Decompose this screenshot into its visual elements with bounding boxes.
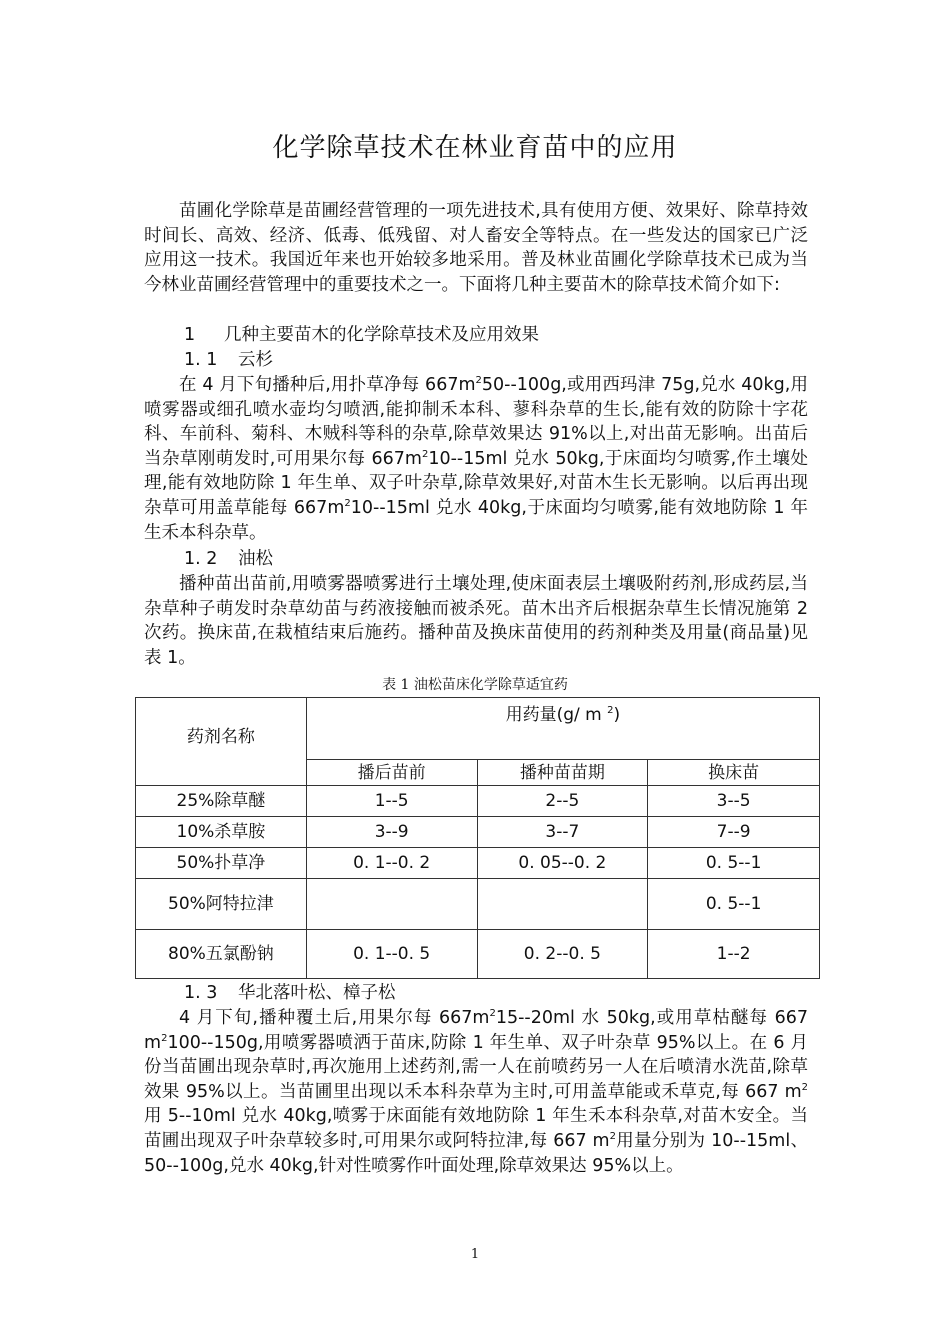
s13-text-a: 4 月下旬,播种覆土后,用果尔每 667m: [179, 1008, 490, 1028]
section-1-title: 几种主要苗木的化学除草技术及应用效果: [224, 325, 539, 345]
section-1-3-number: 1. 3: [184, 983, 218, 1003]
superscript-2: 2: [609, 1130, 616, 1142]
section-1-3-paragraph: [144, 1006, 808, 1178]
cell-name: 50%扑草净: [136, 848, 307, 879]
s11-text-b: 50--100g,或用西玛津 75g,兑水 40kg,用喷雾器或细孔喷水壶均匀喷洒,能抑制禾本科、蓼科杂草的生长,能有效的防除十字花科、车前科、菊科、木贼科等科的杂草,除草效果达 91%以上,对出苗无影响。出苗后当杂草刚萌发时,可用果尔每 667m: [144, 375, 809, 469]
section-1-1-paragraph: [144, 373, 808, 545]
page-number: 1: [470, 1247, 480, 1262]
cell-value: 0. 1--0. 2: [306, 848, 477, 879]
section-1-2-number: 1. 2: [184, 549, 218, 569]
cell-value: 2--5: [477, 786, 648, 817]
cell-value: 0. 05--0. 2: [477, 848, 648, 879]
section-1-number: 1: [184, 325, 196, 345]
intro-paragraph: [144, 199, 808, 297]
table-caption: 表 1 油松苗床化学除草适宜药: [382, 677, 568, 693]
col-header-dosage: [306, 698, 819, 760]
superscript-2: 2: [475, 375, 482, 386]
table-header-row: [136, 698, 820, 760]
cell-value: 0. 5--1: [648, 879, 820, 930]
section-1-3-title: 华北落叶松、樟子松: [238, 983, 396, 1003]
s13-text-e: 用量分别为 10--15ml、50--100g,兑水 40kg,针对性喷雾作叶面处理,除草效果达 95%以上。: [144, 1130, 808, 1176]
document-title: 化学除草技术在林业育苗中的应用: [272, 133, 678, 163]
table-row: [136, 786, 820, 817]
cell-value: 0. 1--0. 5: [306, 930, 477, 979]
cell-name: 25%除草醚: [136, 786, 307, 817]
dosage-label-close: ): [613, 705, 621, 725]
section-1-1-heading: [184, 348, 273, 373]
cell-value: [477, 879, 648, 930]
superscript-2: 2: [161, 1032, 168, 1044]
section-1-2-paragraph: [144, 572, 808, 670]
table-row: [136, 817, 820, 848]
s13-text-d: 用 5--10ml 兑水 40kg,喷雾于床面能有效地防除 1 年生禾本科杂草,对苗木安全。当苗圃出现双子叶杂草较多时,可用果尔或阿特拉津,每 667 m: [144, 1106, 808, 1151]
cell-value: 7--9: [648, 817, 820, 848]
table-row: [136, 848, 820, 879]
section-1-1-number: 1. 1: [184, 350, 218, 370]
s12-text: 播种苗出苗前,用喷雾器喷雾进行土壤处理,使床面表层土壤吸附药剂,形成药层,当杂草种子萌发时杂草幼苗与药液接触而被杀死。苗木出齐后根据杂草生长情况施第 2 次药。换床苗,在栽植结束后施药。播种苗及换床苗使用的药剂种类及用量(商品量)见表 1。: [144, 574, 808, 668]
section-1-heading: [184, 323, 539, 348]
cell-value: 0. 2--0. 5: [477, 930, 648, 979]
dosage-label: 用药量(g/ m: [505, 705, 608, 725]
s11-text-d: 10--15ml 兑水 40kg,于床面均匀喷雾,能有效地防除 1 年生禾本科杂草。: [144, 497, 808, 543]
superscript-2: 2: [607, 705, 614, 716]
cell-value: 3--5: [648, 786, 820, 817]
cell-value: 0. 5--1: [648, 848, 820, 879]
section-1-2-heading: [184, 547, 273, 572]
cell-value: 1--5: [306, 786, 477, 817]
sub-header-pre-emergence: 播后苗前: [306, 760, 477, 786]
sub-header-seedling: 播种苗苗期: [477, 760, 648, 786]
s11-text-a: 在 4 月下旬播种后,用扑草净每 667m: [179, 375, 476, 395]
col-header-name: 药剂名称: [136, 698, 307, 786]
sub-header-transplant: 换床苗: [648, 760, 820, 786]
table-row: [136, 879, 820, 930]
superscript-2: 2: [801, 1081, 808, 1093]
cell-value: 3--7: [477, 817, 648, 848]
section-1-3-heading: [184, 981, 396, 1006]
cell-value: 3--9: [306, 817, 477, 848]
section-1-1-title: 云杉: [238, 350, 273, 370]
cell-value: [306, 879, 477, 930]
superscript-2: 2: [421, 448, 429, 460]
cell-name: 50%阿特拉津: [136, 879, 307, 930]
superscript-2: 2: [489, 1008, 496, 1019]
table-row: [136, 930, 820, 979]
section-1-2-title: 油松: [238, 549, 273, 569]
cell-name: 10%杀草胺: [136, 817, 307, 848]
s11-text-c: 10--15ml 兑水 50kg,于床面均匀喷雾,作土壤处理,能有效地防除 1 年生单、双子叶杂草,除草效果好,对苗木生长无影响。以后再出现杂草可用盖草能每 667m: [144, 448, 808, 518]
cell-name: 80%五氯酚钠: [136, 930, 307, 979]
s13-text-b: 15--20ml 水 50kg,或用草枯醚每 667 m: [144, 1008, 808, 1053]
s13-text-c: 100--150g,用喷雾器喷洒于苗床,防除 1 年生单、双子叶杂草 95%以上。在 6 月份当苗圃出现杂草时,再次施用上述药剂,需一人在前喷药另一人在后喷清水洗苗,除草效果 95%以上。当苗圃里出现以禾本科杂草为主时,可用盖草能或禾草克,每 667 m: [144, 1032, 808, 1102]
herbicide-table: [135, 697, 820, 979]
intro-text: 苗圃化学除草是苗圃经营管理的一项先进技术,具有使用方便、效果好、除草持效时间长、高效、经济、低毒、低残留、对人畜安全等特点。在一些发达的国家已广泛应用这一技术。我国近年来也开始较多地采用。普及林业苗圃化学除草技术已成为当今林业苗圃经营管理中的重要技术之一。下面将几种主要苗木的除草技术简介如下:: [144, 201, 808, 295]
cell-value: 1--2: [648, 930, 820, 979]
superscript-2: 2: [344, 497, 351, 509]
